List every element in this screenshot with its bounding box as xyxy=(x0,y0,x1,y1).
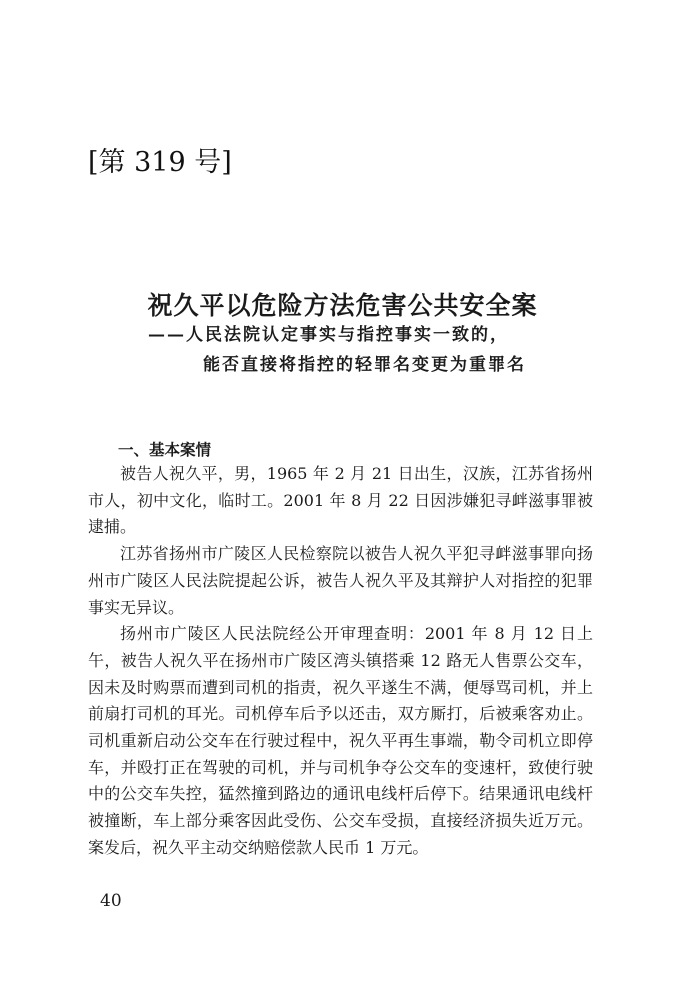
paragraph-defendant-info: 被告人祝久平，男，1965 年 2 月 21 日出生，汉族，江苏省扬州市人，初中文化，临时工。2001 年 8 月 22 日因涉嫌犯寻衅滋事罪被逮捕。 xyxy=(88,464,593,537)
case-number: [第 319 号] xyxy=(88,147,232,178)
section-heading: 一、基本案情 xyxy=(118,441,212,459)
body-text xyxy=(88,461,593,862)
case-subtitle-line-2: 能否直接将指控的轻罪名变更为重罪名 xyxy=(203,355,526,375)
page-number: 40 xyxy=(100,891,122,911)
paragraph-facts: 扬州市广陵区人民法院经公开审理查明：2001 年 8 月 12 日上午，被告人祝久平在扬州市广陵区湾头镇搭乘 12 路无人售票公交车，因未及时购票而遭到司机的指责，祝久平遂生不满，便辱骂司机，并上前扇打司机的耳光。司机停车后予以还击，双方厮打，后被乘客劝止。司机重新启动公交车在行驶过程中，祝久平再生事端，勒令司机立即停车，并殴打正在驾驶的司机，并与司机争夺公交车的变速杆，致使行驶中的公交车失控，猛然撞到路边的通讯电线杆后停下。结果通讯电线杆被撞断，车上部分乘客因此受伤、公交车受损，直接经济损失近万元。案发后，祝久平主动交纳赔偿款人民币 1 万元。 xyxy=(88,624,593,857)
case-subtitle-line-1: ——人民法院认定事实与指控事实一致的， xyxy=(148,325,509,345)
paragraph-prosecution: 江苏省扬州市广陵区人民检察院以被告人祝久平犯寻衅滋事罪向扬州市广陵区人民法院提起公诉，被告人祝久平及其辩护人对指控的犯罪事实无异议。 xyxy=(88,544,593,617)
case-title: 祝久平以危险方法危害公共安全案 xyxy=(147,291,538,320)
